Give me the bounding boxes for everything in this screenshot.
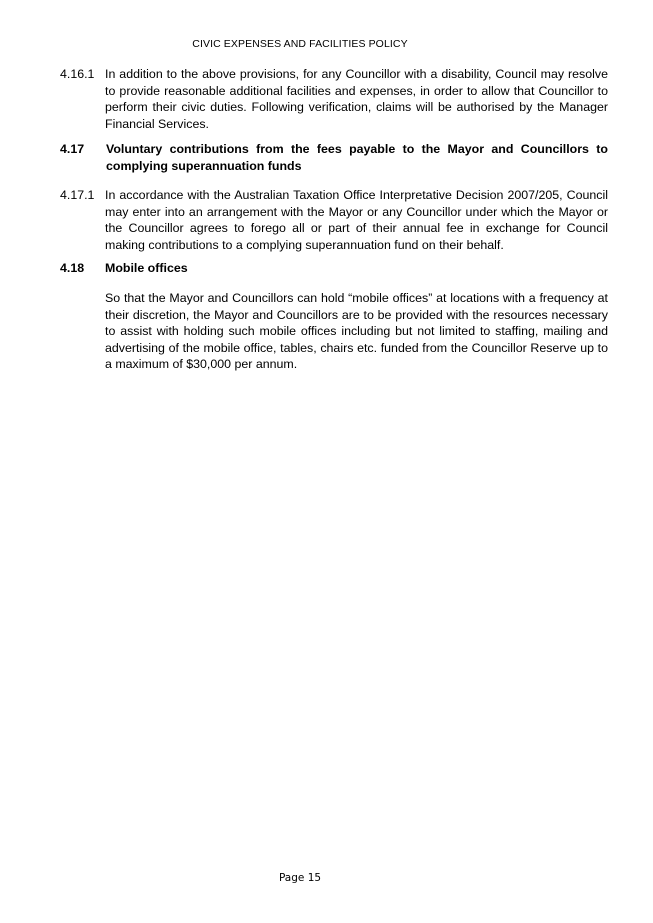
section-heading: Mobile offices — [105, 261, 188, 275]
section-number: 4.18 — [60, 261, 85, 275]
section-text: In accordance with the Australian Taxation Office Interpretative Decision 2007/205, Council may enter into an arrangement with the Mayor or any Councillor under which the Mayor or the Councillor agrees to forego all or part of their annual fee in exchange for Council making contributions to a complying superannuation fund on their behalf. — [105, 188, 608, 252]
section-4-17-heading — [60, 141, 608, 174]
section-text: In addition to the above provisions, for any Councillor with a disability, Council may resolve to provide reasonable additional facilities and expenses, in order to allow that Councillor to perform their civic duties. Following verification, claims will be authorised by the Manager Financial Services. — [105, 67, 608, 131]
section-4-18-paragraph: So that the Mayor and Councillors can hold “mobile offices” at locations with a frequency at their discretion, the Mayor and Councillors are to be provided with the resources necessary to assist with holding such mobile offices including but not limited to staffing, mailing and advertising of the mobile office, tables, chairs etc. funded from the Councillor Reserve up to a maximum of $30,000 per annum. — [105, 291, 608, 371]
section-4-16-1 — [60, 66, 608, 132]
section-number: 4.17 — [60, 142, 85, 156]
section-number: 4.16.1 — [60, 67, 95, 81]
page-number: Page 15 — [278, 872, 322, 884]
section-heading: Voluntary contributions from the fees payable to the Mayor and Councillors to complying superannuation funds — [106, 142, 608, 173]
section-4-18-heading — [60, 260, 608, 277]
section-number: 4.17.1 — [60, 188, 95, 202]
section-4-17-1 — [60, 187, 608, 253]
document-header: CIVIC EXPENSES AND FACILITIES POLICY — [192, 38, 408, 50]
